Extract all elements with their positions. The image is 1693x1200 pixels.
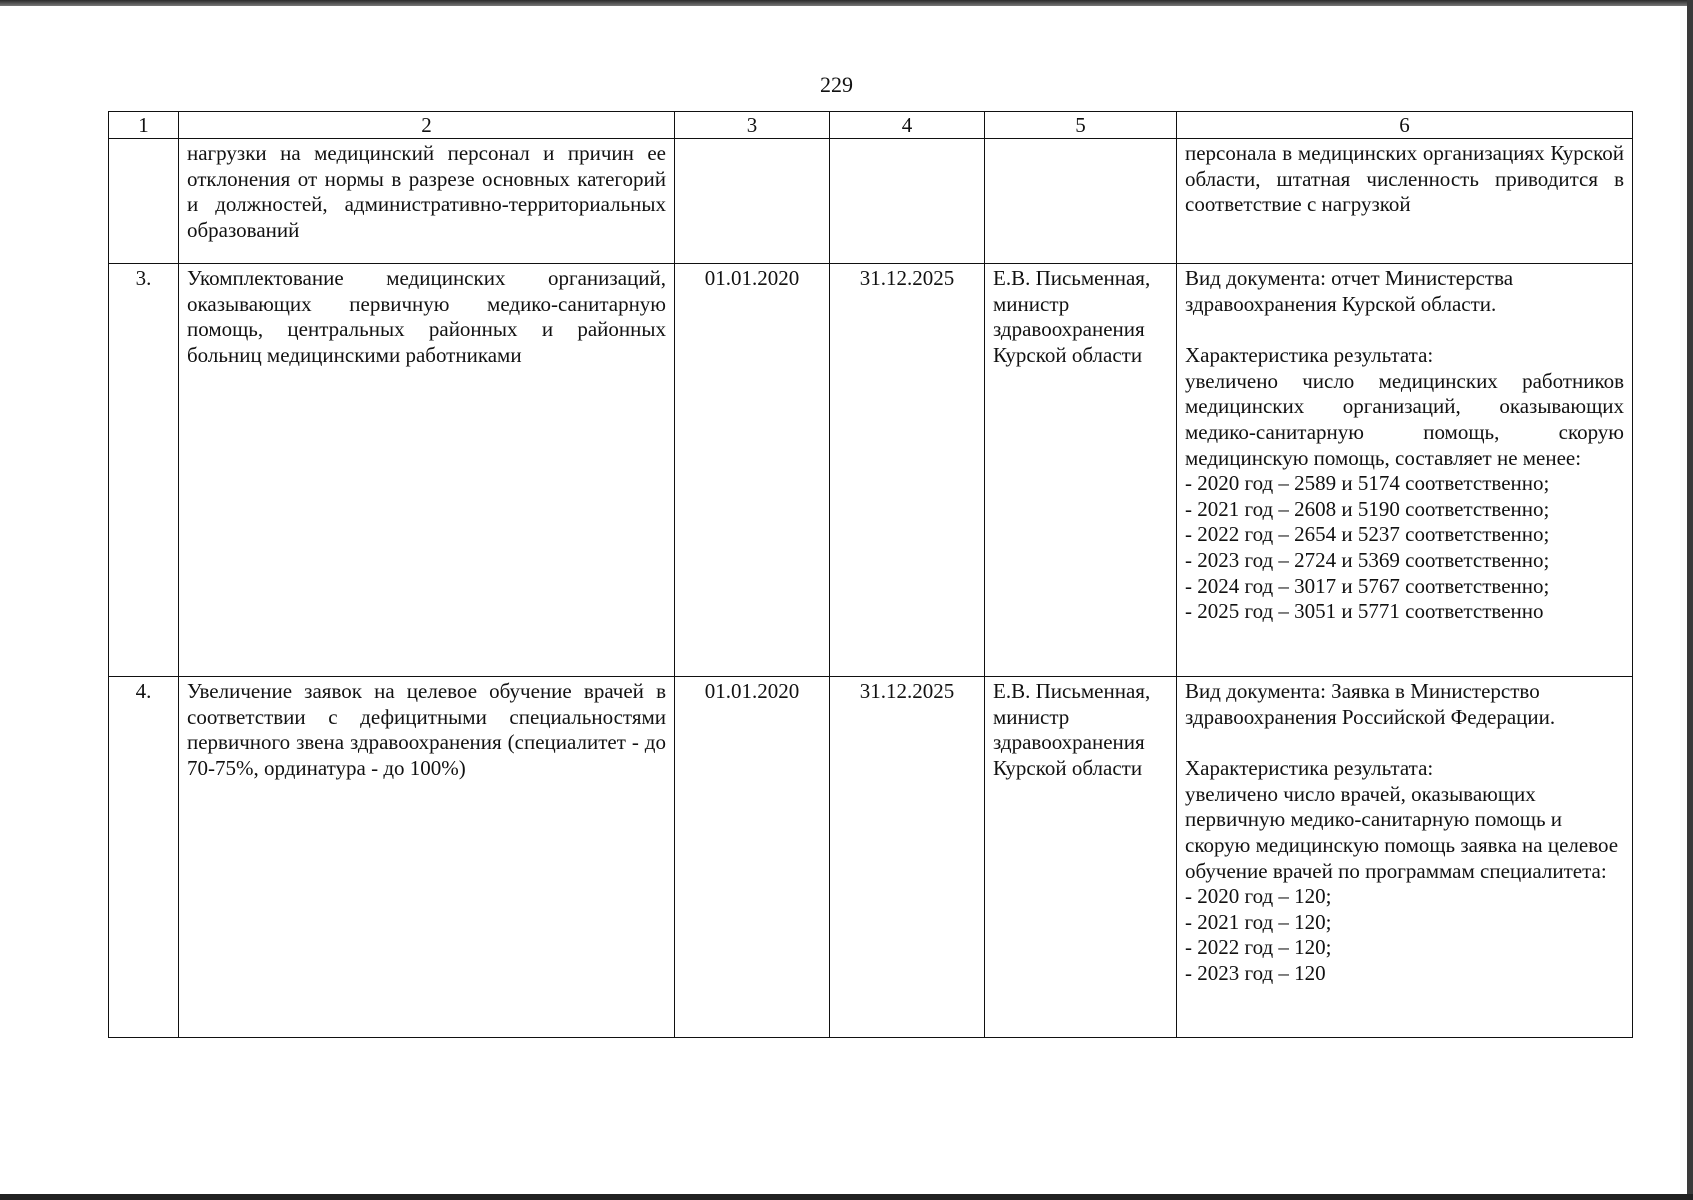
continuation-row <box>109 139 1633 264</box>
continuation-result: персонала в медицинских организациях Курской области, штатная численность приводится в соответствие с нагрузкой <box>1177 139 1633 264</box>
header-cell-5: 5 <box>985 112 1177 139</box>
result-item: - 2023 год – 2724 и 5369 соответственно; <box>1185 548 1550 573</box>
table-row <box>109 677 1633 1038</box>
row-result <box>1177 677 1633 1038</box>
continuation-responsible <box>985 139 1177 264</box>
result-item: - 2023 год – 120 <box>1185 961 1326 986</box>
result-item: - 2022 год – 2654 и 5237 соответственно; <box>1185 522 1550 547</box>
row-result <box>1177 264 1633 677</box>
plan-table <box>108 111 1633 1038</box>
header-cell-4: 4 <box>830 112 985 139</box>
result-characteristic-text: увеличено число врачей, оказывающих первичную медико-санитарную помощь и скорую медицинскую помощь заявка на целевое обучение врачей по программам специалитета: <box>1185 781 1619 883</box>
page-number: 229 <box>820 72 853 97</box>
continuation-num <box>109 139 179 264</box>
header-cell-3: 3 <box>675 112 830 139</box>
result-item: - 2020 год – 120; <box>1185 884 1332 909</box>
header-cell-2: 2 <box>179 112 675 139</box>
result-item: - 2022 год – 120; <box>1185 935 1332 960</box>
row-start-date: 01.01.2020 <box>675 677 830 1038</box>
result-characteristic-text: увеличено число медицинских работников медицинских организаций, оказывающих медико-санитарную помощь, скорую медицинскую помощь, составляет не менее: <box>1185 368 1624 470</box>
header-cell-1: 1 <box>109 112 179 139</box>
result-item: - 2021 год – 120; <box>1185 909 1332 934</box>
result-item: - 2024 год – 3017 и 5767 соответственно; <box>1185 573 1550 598</box>
scan-edge-top <box>0 0 1693 6</box>
row-task: Укомплектование медицинских организаций, оказывающих первичную медико-санитарную помощь, центральных районных и районных больниц медицинскими работниками <box>179 264 675 677</box>
row-responsible: Е.В. Письменная, министр здравоохранения Курской области <box>985 677 1177 1038</box>
table-header-row <box>109 112 1633 139</box>
scan-edge-bottom <box>0 1194 1693 1200</box>
row-number: 3. <box>109 264 179 677</box>
row-start-date: 01.01.2020 <box>675 264 830 677</box>
result-item: - 2025 год – 3051 и 5771 соответственно <box>1185 599 1544 624</box>
row-responsible: Е.В. Письменная, министр здравоохранения Курской области <box>985 264 1177 677</box>
row-end-date: 31.12.2025 <box>830 677 985 1038</box>
scan-edge-right <box>1687 0 1693 1200</box>
continuation-end <box>830 139 985 264</box>
row-end-date: 31.12.2025 <box>830 264 985 677</box>
table-row <box>109 264 1633 677</box>
result-characteristic-title: Характеристика результата: <box>1185 343 1434 368</box>
header-cell-6: 6 <box>1177 112 1633 139</box>
result-document-type: Вид документа: Заявка в Министерство здравоохранения Российской Федерации. <box>1185 679 1556 729</box>
continuation-task: нагрузки на медицинский персонал и причин ее отклонения от нормы в разрезе основных категорий и должностей, административно-территориальных образований <box>179 139 675 264</box>
row-number: 4. <box>109 677 179 1038</box>
result-characteristic-title: Характеристика результата: <box>1185 756 1434 781</box>
result-document-type: Вид документа: отчет Министерства здравоохранения Курской области. <box>1185 266 1514 316</box>
result-item: - 2020 год – 2589 и 5174 соответственно; <box>1185 471 1550 496</box>
row-task: Увеличение заявок на целевое обучение врачей в соответствии с дефицитными специальностями первичного звена здравоохранения (специалитет - до 70-75%, ординатура - до 100%) <box>179 677 675 1038</box>
result-item: - 2021 год – 2608 и 5190 соответственно; <box>1185 496 1550 521</box>
continuation-start <box>675 139 830 264</box>
